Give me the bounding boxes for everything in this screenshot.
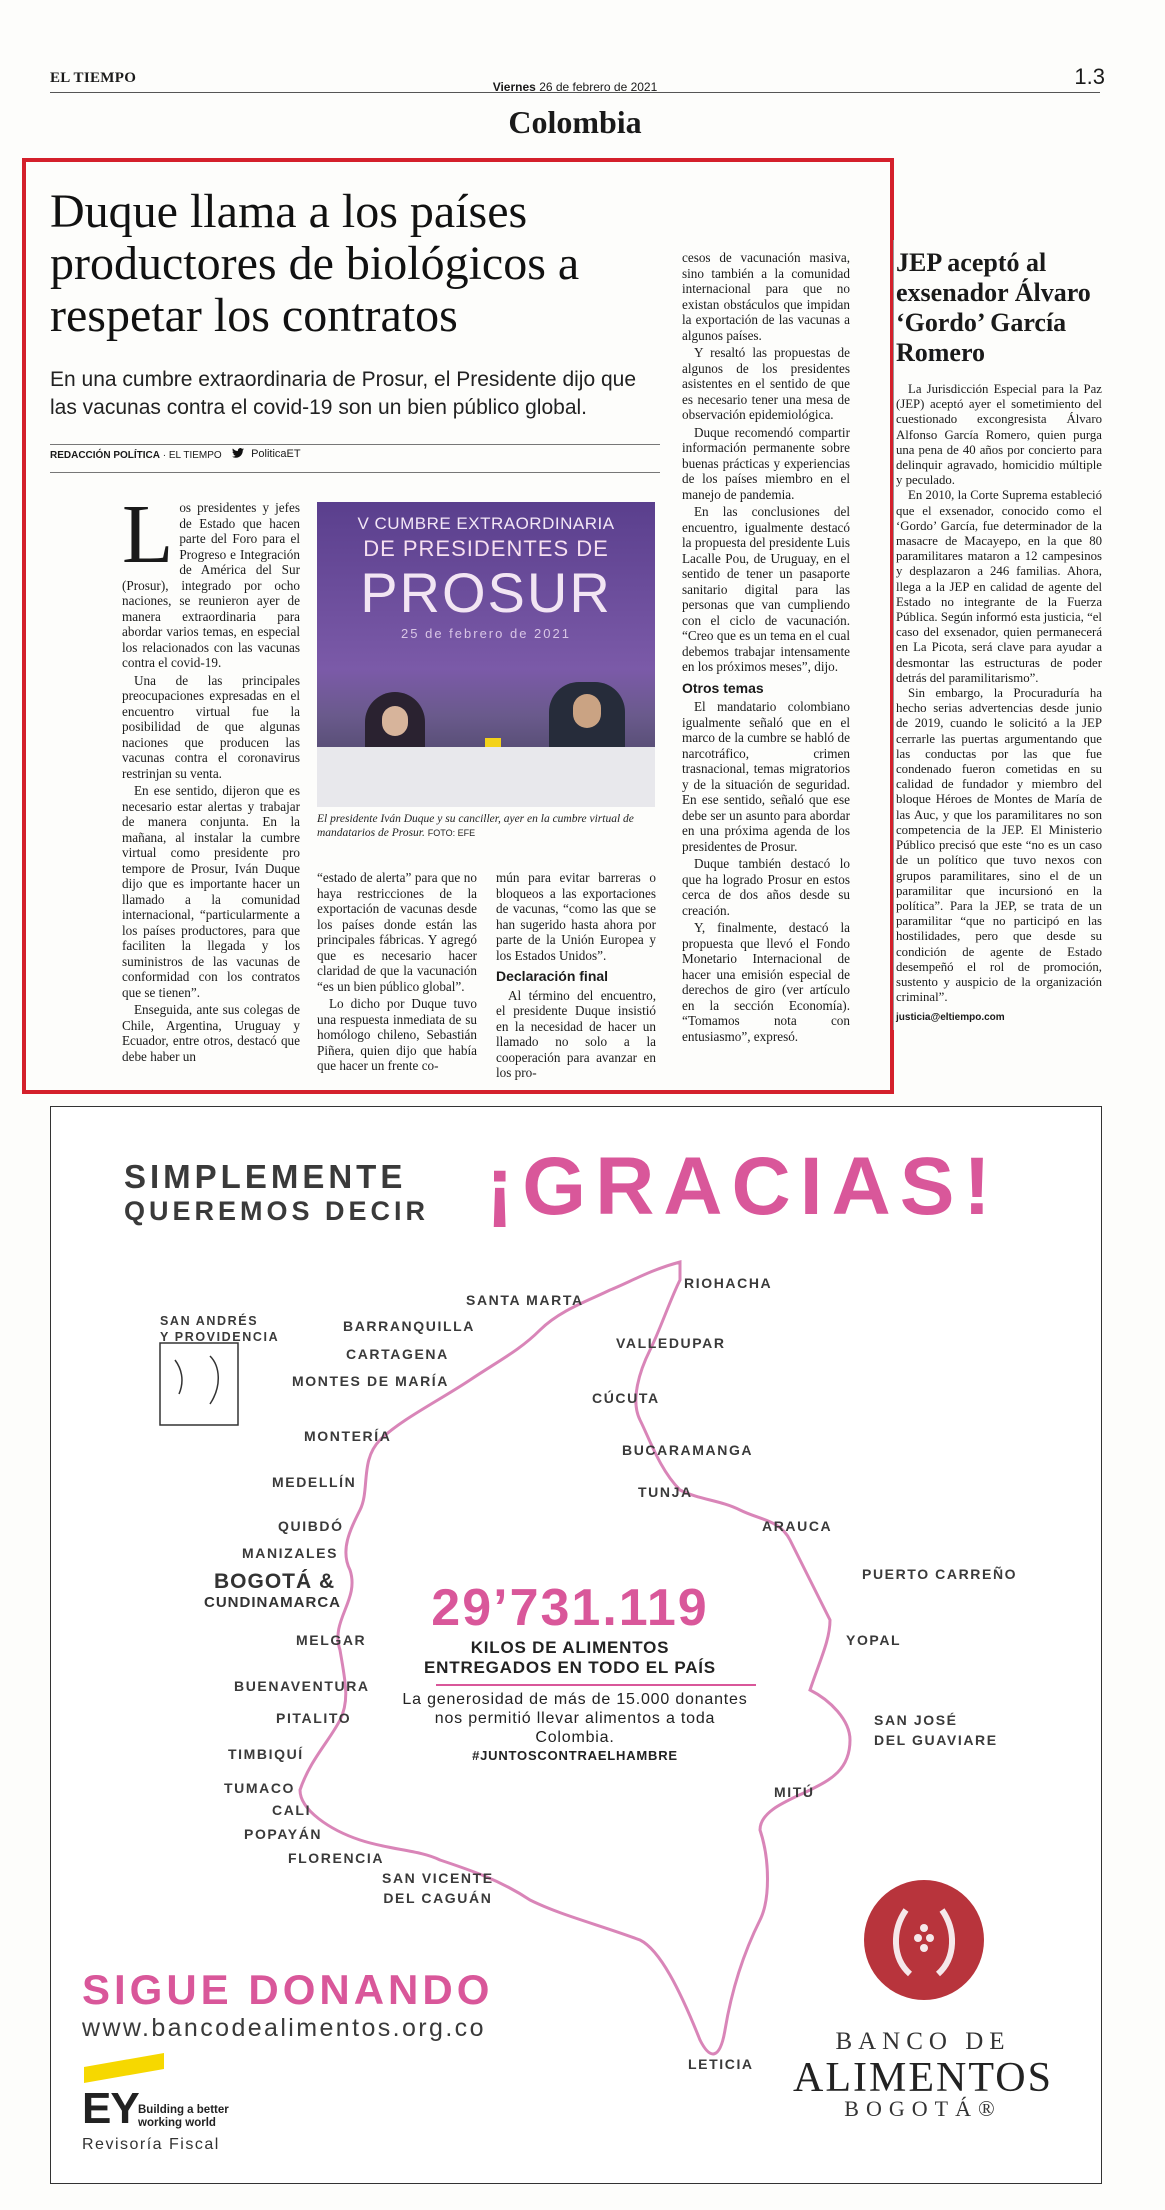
paragraph: En las conclusiones del encuentro, igualmente destacó la propuesta del presidente Luis Lacalle Pou, de Uruguay, en el sentido de tener un pasaporte sanitario digital para las personas que van cumpliendo con el ciclo de vacunación. “Creo que es un tema en el cual debemos trabajar intensamente en los próximos meses”, dijo.: [682, 504, 850, 674]
paragraph: os presidentes y jefes de Estado que hacen parte del Foro para el Progreso e Integración de América del Sur (Prosur), integrado por ocho naciones, se reunieron ayer de manera extraordinaria para abordar varios temas, en especial los relacionados con las vacunas contra el covid-19.: [122, 500, 300, 670]
paragraph: En ese sentido, dijeron que es necesario estar alertas y trabajar de manera conjunta. En la mañana, al instalar la cumbre virtual como presidente pro tempore de Prosur, Iván Duque dijo que es importante hacer un llamado a la comunidad internacional, “particularmente a los países productores, para que faciliten la llegada y los suministros de las vacunas de conformidad con los contratos que se tienen”.: [122, 783, 300, 1000]
ad-stat-rule: [436, 1684, 756, 1686]
map-capital-region: CUNDINAMARCA: [204, 1594, 341, 1611]
ad-stat-label: KILOS DE ALIMENTOS ENTREGADOS EN TODO EL PAÍS: [424, 1638, 716, 1677]
map-city: PITALITO: [276, 1710, 352, 1726]
map-city: TUMACO: [224, 1780, 296, 1796]
dropcap: L: [122, 488, 174, 581]
map-city: CÚCUTA: [592, 1390, 660, 1406]
map-city: SAN VICENTE DEL CAGUÁN: [382, 1870, 494, 1906]
ad-gracias: ¡GRACIAS!: [486, 1141, 1000, 1232]
paragraph: mún para evitar barreras o bloqueos a las exportaciones de vacunas, “como las que se han sugerido hasta ahora por parte de la Unión Europea y los Estados Unidos”.: [496, 870, 656, 963]
ad-url: www.bancodealimentos.org.co: [82, 2014, 486, 2042]
photo-caption: El presidente Iván Duque y su canciller, ayer en la cumbre virtual de mandatarios de Prosur. FOTO: EFE: [317, 813, 634, 839]
ad-hashtag: #JUNTOSCONTRAELHAMBRE: [472, 1748, 678, 1763]
map-city: MEDELLÍN: [272, 1474, 357, 1490]
map-capital: BOGOTÁ &: [214, 1570, 336, 1593]
paragraph: La Jurisdicción Especial para la Paz (JEP) aceptó ayer el sometimiento del cuestionado excongresista Álvaro Alfonso García Romero, quien purga una pena de 40 años por concierto para delinquir agravado, homicidio múltiple y peculado.: [896, 382, 1102, 488]
map-city: LETICIA: [688, 2056, 754, 2072]
ey-tagline: Building a better working world: [138, 2104, 229, 2129]
page-number: 1.3: [1074, 64, 1105, 89]
map-city: BUENAVENTURA: [234, 1678, 370, 1694]
twitter-handle: PoliticaET: [232, 448, 301, 460]
map-city: VALLEDUPAR: [616, 1335, 726, 1351]
map-city: POPAYÁN: [244, 1826, 323, 1842]
newspaper-name: EL TIEMPO: [50, 70, 137, 86]
subhead: Declaración final: [496, 968, 609, 984]
map-city: BUCARAMANGA: [622, 1442, 754, 1458]
map-city: CARTAGENA: [346, 1346, 449, 1362]
ey-role: Revisoría Fiscal: [82, 2136, 220, 2153]
map-city: ARAUCA: [762, 1518, 833, 1534]
byline: REDACCIÓN POLÍTICA · EL TIEMPO: [50, 450, 222, 461]
sidebar-email: justicia@eltiempo.com: [896, 1012, 1005, 1023]
paragraph: Al término del encuentro, el presidente Duque insistió en la necesidad de hacer un llamado no solo a la cooperación para avanzar en los pro-: [496, 987, 656, 1080]
map-city: MITÚ: [774, 1784, 815, 1800]
subhead: Otros temas: [682, 679, 764, 696]
paragraph: Lo dicho por Duque tuvo una respuesta inmediata de su homólogo chileno, Sebastián Piñera, quien dijo que había que hacer un frente co-: [317, 996, 477, 1073]
ad-stat-text: La generosidad de más de 15.000 donantes nos permitió llevar alimentos a toda Colombia.: [402, 1691, 748, 1746]
paragraph: Y, finalmente, destacó la propuesta que llevó el Fondo Monetario Internacional de hacer una emisión especial de derechos de giro (ver artículo en la sección Economía). “Tomamos nota con entusiasmo”, expresó.: [682, 920, 850, 1044]
map-city: BARRANQUILLA: [343, 1318, 475, 1334]
photo-banner-title: PROSUR: [360, 561, 612, 624]
paragraph: El mandatario colombiano igualmente señaló que en el marco de la cumbre se habló de narcotráfico, crimen trasnacional, temas migratorios y de la situación de seguridad. En ese sentido, señaló que ese debe ser un asunto para abordar en una próxima agenda de los presidentes de Prosur.: [682, 699, 850, 854]
ad-cta: SIGUE DONANDO: [82, 1966, 494, 2013]
paragraph: Duque recomendó compartir información permanente sobre buenas prácticas y experiencias de los países miembro en el manejo de pandemia.: [682, 424, 850, 502]
section-title: Colombia: [508, 104, 642, 140]
banco-name-3: BOGOTÁ®: [844, 2096, 1002, 2121]
ey-logo: EY: [82, 2084, 139, 2133]
map-city: SAN JOSÉ DEL GUAVIARE: [874, 1712, 998, 1748]
map-city: FLORENCIA: [288, 1850, 385, 1866]
map-city: YOPAL: [846, 1632, 902, 1648]
map-city: QUIBDÓ: [278, 1518, 344, 1534]
paragraph: En 2010, la Corte Suprema estableció que el exsenador, conocido como el ‘Gordo’ García, fue determinador de la masacre de Macayepo, en la que 80 paramilitares mataron a 12 campesinos y desplazaron a 246 familias. Ahora, llega a la JEP en calidad de agente del Estado no integrante de la Fuerza Pública. Según informó esta justicia, “el caso del exsenador, quien permanecerá en La Picota, será clave para ayudar a desmontar las estructuras de poder detrás del paramilitarismo”.: [896, 488, 1102, 685]
paragraph: Y resaltó las propuestas de algunos de los presidentes asistentes en el sentido de que es necesario tener una mesa de observación epidemiológica.: [682, 345, 850, 422]
islands-box: [160, 1343, 238, 1425]
paragraph: “estado de alerta” para que no haya restricciones de la exportación de vacunas desde los países donde están las principales fábricas. Y agregó que es necesario hacer claridad de que la vacunación “es un bien público global”.: [317, 870, 477, 994]
map-city: TIMBIQUÍ: [228, 1746, 304, 1762]
banco-name-2: ALIMENTOS: [793, 2055, 1053, 2101]
map-city: MANIZALES: [242, 1545, 339, 1561]
ad-intro-line-2: QUEREMOS DECIR: [124, 1196, 430, 1226]
paragraph: cesos de vacunación masiva, sino también a la comunidad internacional para que no existan obstáculos que impidan la exportación de las vacunas a algunos países.: [682, 250, 850, 343]
map-city: CALI: [272, 1802, 312, 1818]
photo-banner-line: V CUMBRE EXTRAORDINARIA: [357, 514, 615, 533]
map-city: SANTA MARTA: [466, 1292, 584, 1308]
banco-name-1: BANCO DE: [835, 2028, 1011, 2055]
map-city: TUNJA: [638, 1484, 693, 1500]
article-headline: Duque llama a los países productores de biológicos a respetar los contratos: [50, 185, 580, 342]
sidebar-headline: JEP aceptó al exsenador Álvaro ‘Gordo’ García Romero: [896, 248, 1091, 367]
ad-stat-number: 29’731.119: [431, 1579, 709, 1637]
map-city: MONTERÍA: [304, 1428, 392, 1444]
map-city: MELGAR: [296, 1632, 367, 1648]
paragraph: Duque también destacó lo que ha logrado Prosur en estos cerca de dos años desde su creación.: [682, 856, 850, 918]
map-label-islands: SAN ANDRÉS Y PROVIDENCIA: [160, 1314, 280, 1344]
map-city: MONTES DE MARÍA: [292, 1373, 449, 1389]
ad-intro-line-1: SIMPLEMENTE: [124, 1158, 407, 1195]
photo-banner-line: DE PRESIDENTES DE: [363, 536, 609, 561]
banco-logo-icon: [864, 1880, 984, 2000]
map-city: RIOHACHA: [684, 1275, 773, 1291]
paragraph: Enseguida, ante sus colegas de Chile, Argentina, Uruguay y Ecuador, entre otros, destacó que debe haber un: [122, 1002, 300, 1064]
photo-banner-date: 25 de febrero de 2021: [401, 626, 571, 641]
paragraph: Una de las principales preocupaciones expresadas en el encuentro virtual fue la posibilidad de que algunas naciones que producen las vacunas contra el coronavirus restrinjan su venta.: [122, 672, 300, 781]
article-dek: En una cumbre extraordinaria de Prosur, el Presidente dijo que las vacunas contra el covid-19 son un bien público global.: [50, 368, 637, 419]
map-city: PUERTO CARREÑO: [862, 1566, 1018, 1582]
issue-date: Viernes 26 de febrero de 2021: [492, 80, 658, 94]
paragraph: Sin embargo, la Procuraduría ha hecho serias advertencias desde junio de 2019, cuando le solicitó a la JEP cerrarle las puertas argumentando que las conductas por las que fue condenado fueron cometidas en su calidad de fundador y miembro del bloque Héroes de Montes de María de las Auc, y que los paramilitares no son competencia de la JEP. El Ministerio Público precisó que este “no es un caso de un político que tuvo nexos con grupos paramilitares, sino el de un paramilitar que incursionó en la política”. Para la JEP, se trata de un paramilitar “que no participó en las hostilidades, pero que desde su condición de agente de Estado desempeñó el rol de promoción, sustento y auspicio de la organización criminal”.: [896, 686, 1102, 1005]
